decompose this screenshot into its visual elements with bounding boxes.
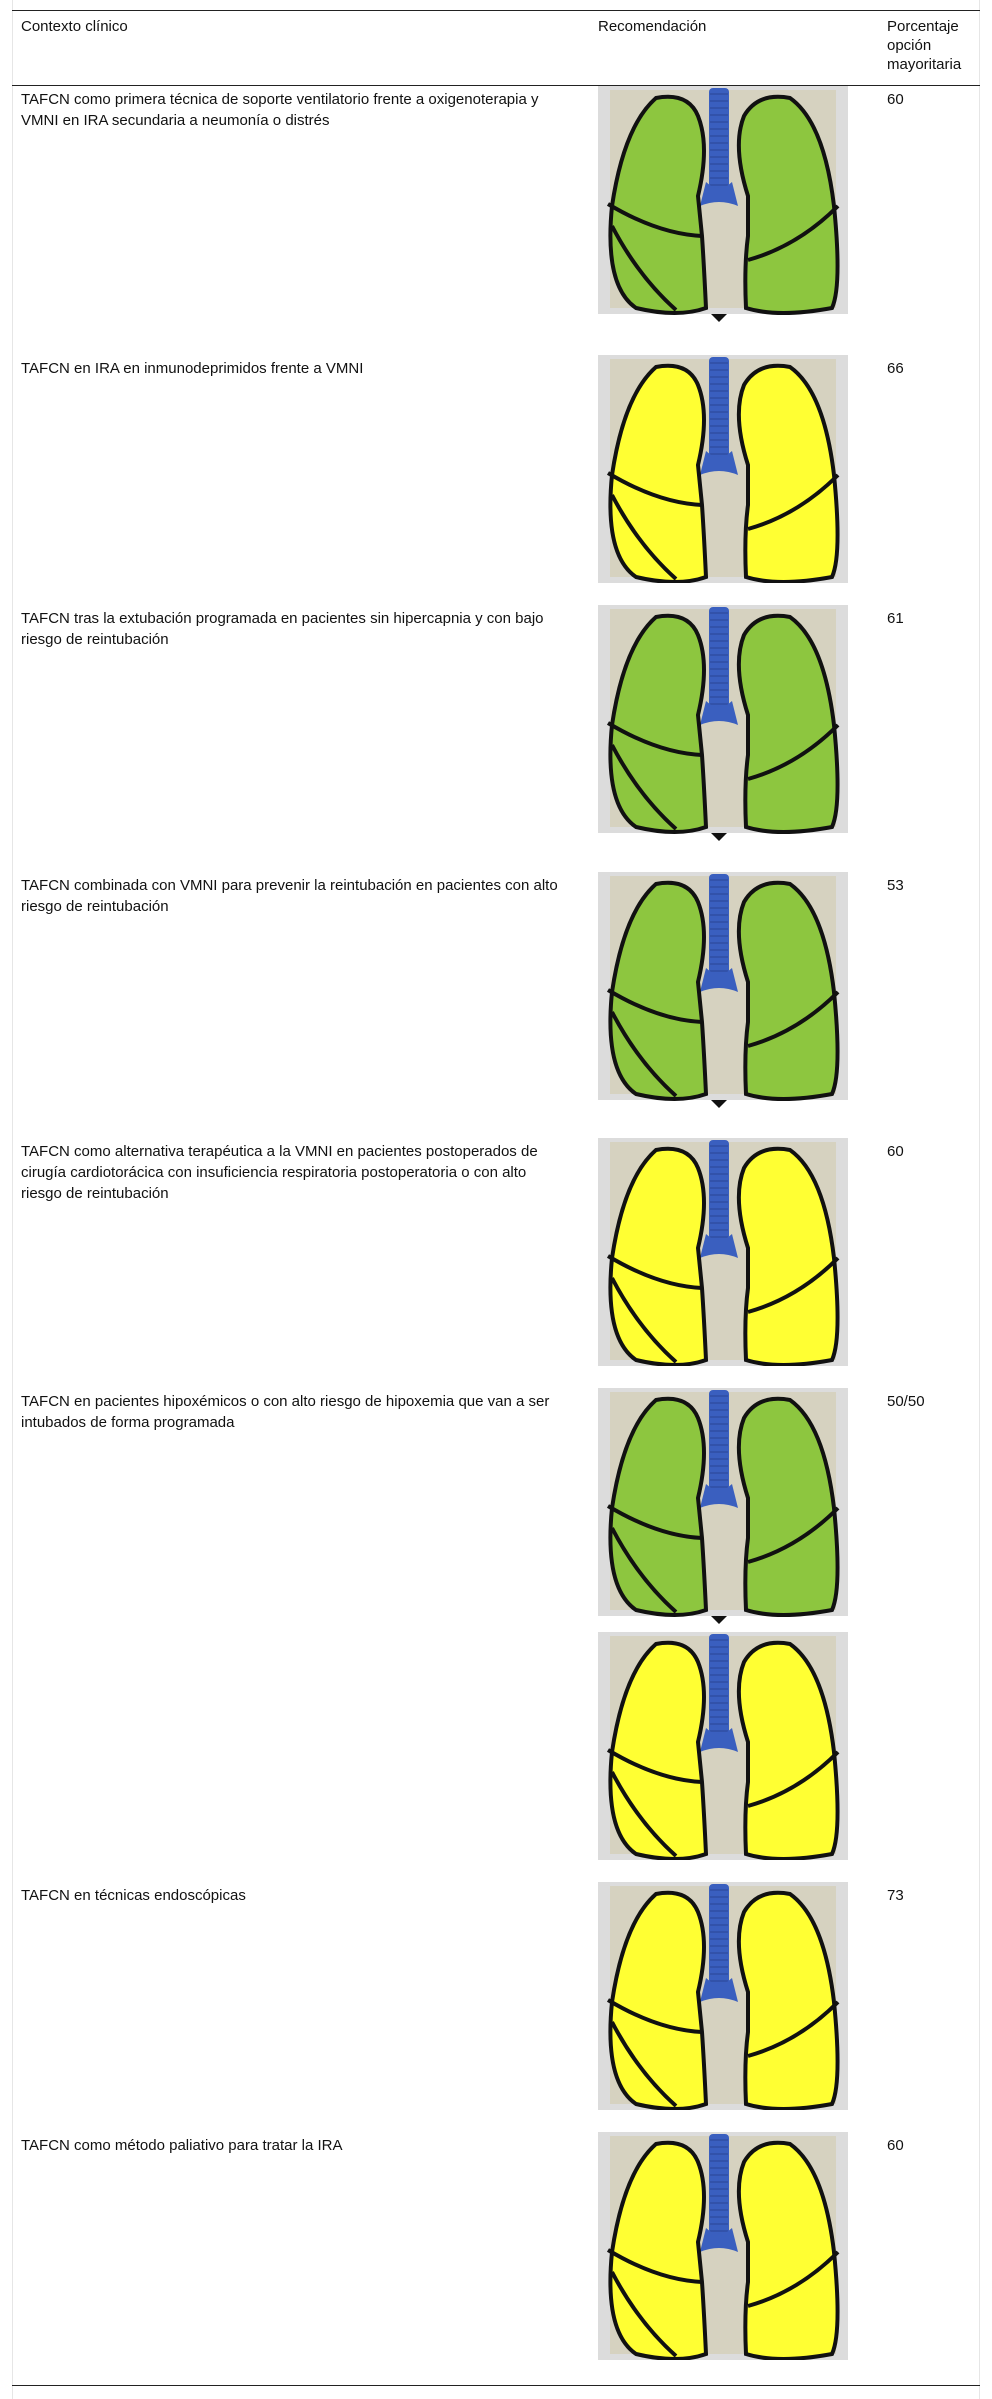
green-lungs-icon xyxy=(598,605,848,849)
yellow-lungs-icon xyxy=(598,1632,848,1860)
row-recommendation xyxy=(598,355,848,583)
table-bottom-rule xyxy=(12,2385,980,2386)
header-percentage-line: Porcentaje xyxy=(887,18,959,35)
yellow-lungs-svg xyxy=(598,2132,848,2360)
row-context: TAFCN como método paliativo para tratar la IRA xyxy=(21,2137,343,2154)
row-context: TAFCN tras la extubación programada en pacientes sin hipercapnia y con bajo riesgo de reintubación xyxy=(21,610,544,648)
green-lungs-icon xyxy=(598,1388,848,1632)
yellow-lungs-icon xyxy=(598,355,848,583)
row-percentage: 61 xyxy=(887,610,904,627)
row-percentage: 60 xyxy=(887,1143,904,1160)
green-lungs-svg xyxy=(598,605,848,849)
row-recommendation xyxy=(598,872,848,1116)
header-percentage-line: mayoritaria xyxy=(887,56,962,73)
green-lungs-icon xyxy=(598,872,848,1116)
yellow-lungs-icon xyxy=(598,1882,848,2110)
yellow-lungs-svg xyxy=(598,1138,848,1366)
row-context: TAFCN en técnicas endoscópicas xyxy=(21,1887,246,1904)
row-recommendation xyxy=(598,1138,848,1366)
green-lungs-svg xyxy=(598,86,848,330)
row-percentage: 50/50 xyxy=(887,1393,925,1410)
row-recommendation xyxy=(598,2132,848,2360)
row-context: TAFCN en IRA en inmunodeprimidos frente a VMNI xyxy=(21,360,364,377)
row-recommendation xyxy=(598,1388,848,1860)
yellow-lungs-svg xyxy=(598,1632,848,1860)
row-recommendation xyxy=(598,1882,848,2110)
header-recommendation: Recomendación xyxy=(598,18,707,35)
row-context: TAFCN combinada con VMNI para prevenir la reintubación en pacientes con alto riesgo de reintubación xyxy=(21,877,558,915)
header-context: Contexto clínico xyxy=(21,18,128,35)
row-percentage: 53 xyxy=(887,877,904,894)
row-percentage: 73 xyxy=(887,1887,904,1904)
row-context: TAFCN como primera técnica de soporte ventilatorio frente a oxigenoterapia y VMNI en IRA secundaria a neumonía o distrés xyxy=(21,91,539,129)
yellow-lungs-svg xyxy=(598,355,848,583)
green-lungs-svg xyxy=(598,1388,848,1632)
row-percentage: 60 xyxy=(887,2137,904,2154)
yellow-lungs-icon xyxy=(598,2132,848,2360)
yellow-lungs-icon xyxy=(598,1138,848,1366)
table-top-rule xyxy=(12,10,980,11)
row-recommendation xyxy=(598,86,848,330)
yellow-lungs-svg xyxy=(598,1882,848,2110)
header-percentage-line: opción xyxy=(887,37,932,54)
header-percentage xyxy=(887,17,961,74)
row-percentage: 66 xyxy=(887,360,904,377)
green-lungs-icon xyxy=(598,86,848,330)
row-percentage: 60 xyxy=(887,91,904,108)
row-context: TAFCN en pacientes hipoxémicos o con alto riesgo de hipoxemia que van a ser intubados de forma programada xyxy=(21,1393,550,1431)
row-context: TAFCN como alternativa terapéutica a la VMNI en pacientes postoperados de cirugía cardiotorácica con insuficiencia respiratoria postoperatoria o con alto riesgo de reintubación xyxy=(21,1143,538,1202)
green-lungs-svg xyxy=(598,872,848,1116)
row-recommendation xyxy=(598,605,848,849)
